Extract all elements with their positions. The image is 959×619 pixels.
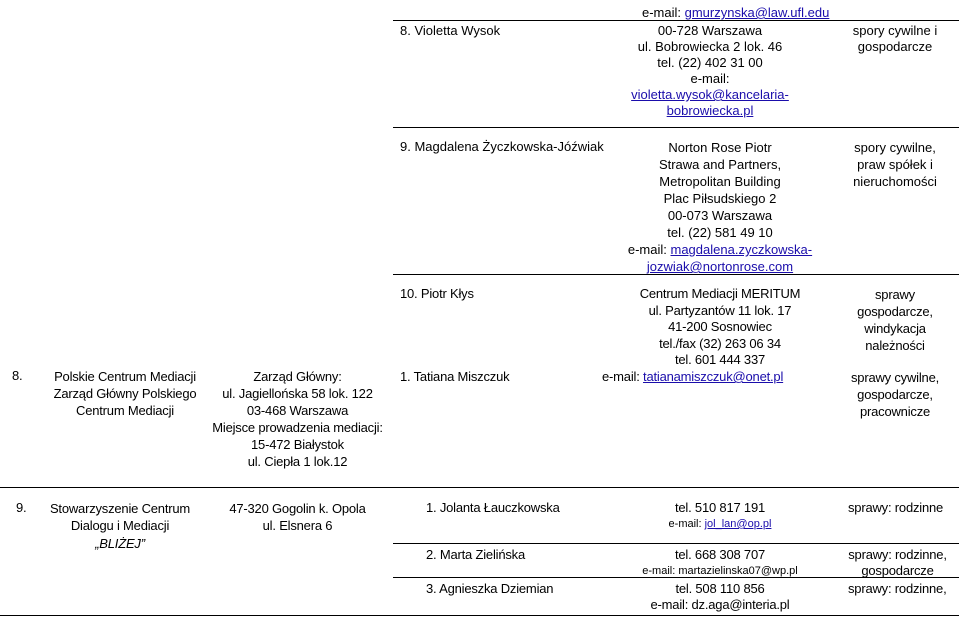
- email-text: martazielinska07@wp.pl: [678, 565, 798, 577]
- address-line: 00-728 Warszawa: [657, 23, 763, 38]
- address-line: 03-468 Warszawa: [246, 403, 349, 418]
- email-label: e-mail:: [642, 5, 685, 20]
- phone: tel. 668 308 707: [674, 547, 766, 562]
- specialization: [840, 547, 955, 579]
- address-line: Zarząd Główny:: [253, 369, 342, 384]
- spec-line: gospodarcze,: [857, 387, 933, 402]
- spec-line: gospodarcze: [857, 39, 933, 54]
- spec-line: gospodarcze,: [857, 304, 933, 319]
- email-link[interactable]: tatianamiszczuk@onet.pl: [643, 369, 784, 384]
- phone: tel. (22) 402 31 00: [657, 55, 763, 70]
- mediator-address: [620, 139, 820, 275]
- address-line: 41-200 Sosnowiec: [668, 319, 772, 334]
- address-line: 00-073 Warszawa: [667, 208, 773, 223]
- mediator-name: 8. Violetta Wysok: [400, 23, 501, 38]
- specialization: [840, 139, 950, 190]
- email-link[interactable]: violetta.wysok@kancelaria-: [631, 87, 789, 102]
- email-text: e-mail: dz.aga@interia.pl: [650, 597, 790, 612]
- address-line: tel./fax (32) 263 06 34: [659, 335, 781, 351]
- email-link[interactable]: gmurzynska@law.ufl.edu: [684, 5, 830, 20]
- org-name-line: Polskie Centrum Mediacji: [54, 369, 196, 384]
- org-name-line: Dialogu i Mediacji: [70, 518, 170, 533]
- spec-line: sprawy cywilne,: [850, 370, 940, 385]
- spec-line: windykacja: [864, 321, 926, 336]
- address-line: Miejsce prowadzenia mediacji:: [212, 420, 383, 435]
- email-label: e-mail:: [627, 242, 671, 257]
- email-label: e-mail:: [668, 518, 705, 530]
- mediator-contact: [630, 500, 810, 532]
- mediator-name: 1. Jolanta Łauczkowska: [426, 500, 560, 515]
- email-link[interactable]: bobrowiecka.pl: [666, 103, 754, 118]
- address-line: 47-320 Gogolin k. Opola: [229, 501, 366, 516]
- email-link[interactable]: jozwiak@nortonrose.com: [646, 259, 794, 274]
- top-email: [642, 5, 829, 20]
- spec-line: spory cywilne i: [852, 23, 938, 38]
- email-link[interactable]: magdalena.zyczkowska-: [670, 242, 813, 257]
- address-line: Metropolitan Building: [659, 174, 781, 189]
- org-address: [205, 500, 390, 534]
- specialization: [840, 369, 950, 420]
- email-label: e-mail:: [602, 369, 644, 384]
- spec-line: sprawy: [875, 287, 915, 302]
- mediator-address: [620, 286, 820, 369]
- address-line: Centrum Mediacji MERITUM: [639, 286, 801, 301]
- row-divider: [393, 20, 959, 21]
- row-divider: [393, 543, 959, 544]
- org-divider: [0, 487, 959, 488]
- phone: tel. (22) 581 49 10: [667, 225, 773, 240]
- mediator-name: 9. Magdalena Życzkowska-Jóźwiak: [400, 139, 604, 154]
- specialization: [840, 23, 950, 55]
- org-address: [205, 368, 390, 470]
- mediator-name: 10. Piotr Kłys: [400, 286, 474, 301]
- specialization: sprawy: rodzinne: [848, 500, 944, 515]
- email-label: e-mail:: [642, 565, 679, 577]
- org-name: [40, 500, 200, 552]
- phone: tel. 508 110 856: [675, 581, 765, 596]
- address-line: ul. Jagiellońska 58 lok. 122: [222, 386, 373, 401]
- mediator-address: [620, 23, 800, 119]
- spec-line: pracownicze: [859, 404, 931, 419]
- address-line: ul. Elsnera 6: [262, 518, 333, 533]
- mediator-name: 3. Agnieszka Dziemian: [426, 581, 554, 596]
- specialization: sprawy: rodzinne,: [848, 581, 947, 596]
- address-line: Strawa and Partners,: [658, 157, 782, 172]
- spec-line: sprawy: rodzinne,: [848, 547, 947, 562]
- org-name-line: „BLIŻEJ”: [95, 536, 145, 551]
- address-line: Norton Rose Piotr: [668, 140, 772, 155]
- row-divider: [393, 127, 959, 128]
- org-number: 8.: [12, 368, 23, 383]
- mediator-contact: [630, 581, 810, 613]
- email-label: e-mail:: [690, 71, 730, 86]
- phone: tel. 601 444 337: [674, 352, 766, 367]
- mediator-email: [602, 369, 783, 384]
- specialization: [840, 286, 950, 354]
- address-line: 15-472 Białystok: [251, 437, 344, 452]
- org-name-line: Stowarzyszenie Centrum: [49, 501, 191, 516]
- spec-line: spory cywilne,: [854, 140, 936, 155]
- spec-line: nieruchomości: [853, 174, 937, 189]
- org-name-line: Zarząd Główny Polskiego: [53, 386, 197, 401]
- mediator-name: 2. Marta Zielińska: [426, 547, 525, 562]
- table-bottom: [0, 615, 959, 616]
- spec-line: gospodarcze: [861, 563, 934, 578]
- address-line: ul. Partyzantów 11 lok. 17: [648, 302, 792, 318]
- spec-line: należności: [865, 338, 925, 353]
- org-name-line: Centrum Mediacji: [76, 403, 174, 418]
- address-line: ul. Bobrowiecka 2 lok. 46: [637, 39, 783, 54]
- mediator-contact: [630, 547, 810, 579]
- org-name: [40, 368, 210, 419]
- mediator-name: 1. Tatiana Miszczuk: [400, 369, 510, 384]
- address-line: Plac Piłsudskiego 2: [663, 191, 777, 206]
- phone: tel. 510 817 191: [674, 500, 766, 515]
- address-line: ul. Ciepła 1 lok.12: [247, 454, 348, 469]
- email-link[interactable]: jol_lan@op.pl: [704, 518, 772, 530]
- org-number: 9.: [16, 500, 27, 515]
- spec-line: praw spółek i: [857, 157, 933, 172]
